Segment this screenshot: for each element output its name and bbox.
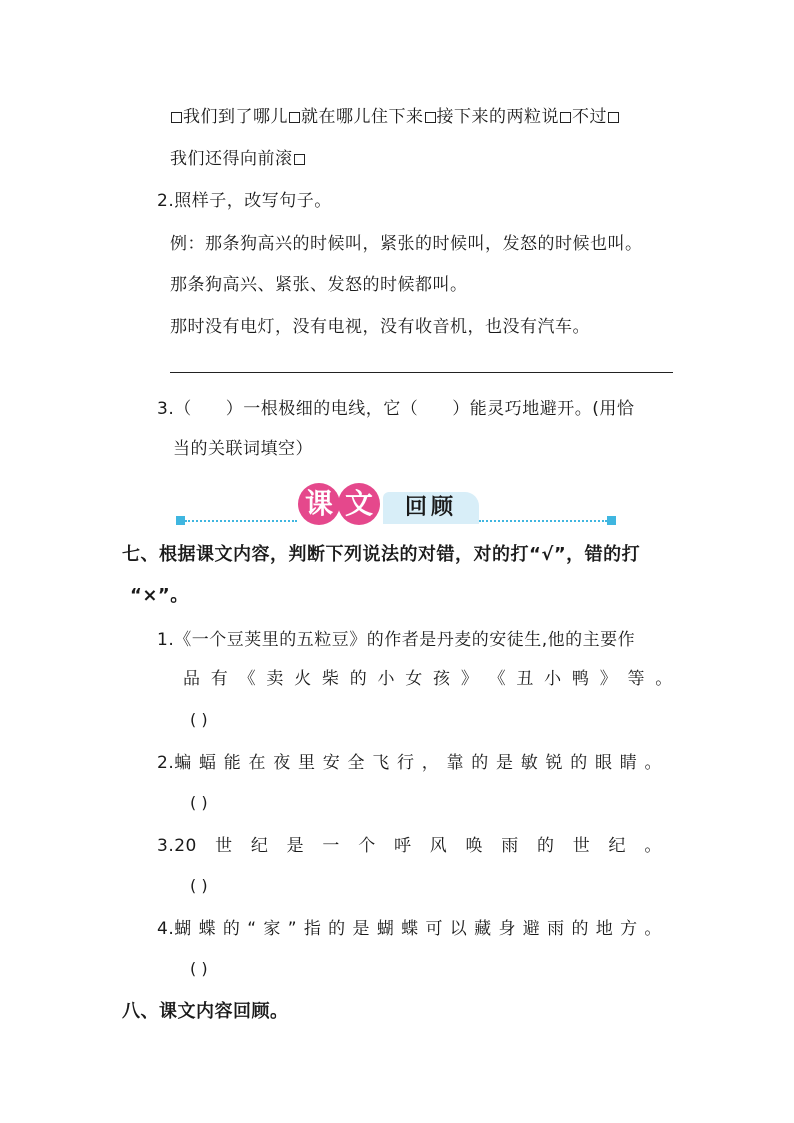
text-char: 靠	[446, 753, 464, 773]
text-char: 》	[599, 669, 618, 689]
text-char: 4.蝴	[157, 919, 192, 939]
banner-label: 回顾	[383, 492, 479, 524]
text-char: 唤	[465, 836, 483, 856]
text-char: 飞	[372, 753, 390, 773]
text-char: 等	[627, 669, 645, 689]
punctuation-blank[interactable]	[560, 112, 571, 123]
text-char: 可	[425, 919, 443, 939]
q1-line1	[170, 105, 620, 129]
text-char: 以	[449, 919, 468, 939]
text-char: 的	[537, 836, 555, 856]
text-char: 。	[644, 919, 662, 939]
text-char: 呼	[393, 836, 412, 856]
item1-line1: 1.《一个豆荚里的五粒豆》的作者是丹麦的安徒生,他的主要作	[157, 630, 636, 650]
q2-title: 2.照样子，改写句子。	[157, 191, 332, 211]
text-char: 锐	[545, 753, 563, 773]
text-char: 是	[286, 836, 305, 856]
text-char: 蝶	[401, 919, 419, 939]
text-char: 是	[495, 753, 514, 773]
text-char: 的	[328, 919, 346, 939]
text-char: 《	[488, 669, 507, 689]
text-char: 藏	[474, 919, 492, 939]
answer-paren[interactable]: ( )	[190, 793, 208, 812]
banner-char-circle: 课	[298, 483, 340, 525]
q1-part: 就在哪儿住下来	[301, 107, 424, 127]
text-char: 安	[322, 753, 341, 773]
text-char: 2.蝙	[157, 753, 192, 773]
text-char: 3.20	[157, 836, 197, 856]
text-char: 眼	[594, 753, 613, 773]
banner-dotted-line	[479, 520, 607, 522]
punctuation-blank[interactable]	[171, 112, 182, 123]
text-char: 孩	[433, 669, 451, 689]
text-char: 全	[347, 753, 365, 773]
answer-paren[interactable]: ( )	[190, 876, 208, 895]
text-char: ”	[287, 919, 297, 939]
text-char: 蝶	[198, 919, 217, 939]
item4-line1	[157, 917, 662, 941]
text-char: 是	[352, 919, 370, 939]
q1-part: 我们到了哪儿	[183, 107, 288, 127]
text-char: 方	[620, 919, 638, 939]
q1-line2	[170, 147, 306, 171]
banner-dotted-line	[185, 520, 297, 522]
text-char: 敏	[520, 753, 539, 773]
item1-line2	[183, 667, 673, 691]
text-char: 家	[263, 919, 281, 939]
section7-heading: 七、根据课文内容，判断下列说法的对错，对的打“√”，错的打	[122, 544, 641, 565]
text-char: 风	[429, 836, 448, 856]
text-char: 的	[570, 753, 588, 773]
text-char: 纪	[250, 836, 269, 856]
text-char: 的	[471, 753, 489, 773]
text-char: ，	[421, 753, 440, 773]
text-char: 。	[644, 836, 662, 856]
text-char: 行	[396, 753, 415, 773]
text-char: 《	[238, 669, 257, 689]
q3-part: ）一根极细的电线，它（	[225, 399, 419, 419]
text-char: 的	[222, 919, 241, 939]
punctuation-blank[interactable]	[289, 112, 300, 123]
text-char: 丑	[516, 669, 534, 689]
banner-char-circle: 文	[338, 483, 380, 525]
q3-line1	[157, 397, 634, 421]
q3-part: ）能灵巧地避开。(用恰	[452, 399, 635, 419]
text-char: 地	[595, 919, 614, 939]
answer-paren[interactable]: ( )	[190, 710, 208, 729]
text-char: 避	[522, 919, 541, 939]
text-char: 小	[544, 669, 562, 689]
text-char: 指	[303, 919, 322, 939]
text-char: 夜	[273, 753, 291, 773]
q3-line2: 当的关联词填空）	[173, 439, 313, 459]
section8-heading: 八、课文内容回顾。	[122, 1001, 289, 1022]
item2-line1	[157, 751, 662, 775]
text-char: 品	[183, 669, 201, 689]
text-char: 世	[215, 836, 233, 856]
q2-example1: 例：那条狗高兴的时候叫，紧张的时候叫，发怒的时候也叫。	[170, 234, 643, 254]
q1-part: 接下来的两粒说	[436, 107, 559, 127]
text-char: 在	[248, 753, 266, 773]
text-char: 女	[405, 669, 423, 689]
text-char: 蝴	[376, 919, 395, 939]
q2-example2: 那条狗高兴、紧张、发怒的时候都叫。	[170, 275, 468, 295]
text-char: 一	[322, 836, 340, 856]
q1-part: 我们还得向前滚	[170, 149, 293, 169]
text-char: 身	[498, 919, 516, 939]
punctuation-blank[interactable]	[608, 112, 619, 123]
text-char: 。	[644, 753, 662, 773]
text-char: 的	[349, 669, 368, 689]
text-char: 鸭	[571, 669, 590, 689]
banner-end-square	[176, 516, 185, 525]
text-char: 能	[223, 753, 242, 773]
text-char: 雨	[501, 836, 519, 856]
text-char: 火	[294, 669, 312, 689]
q2-sentence: 那时没有电灯，没有电视，没有收音机，也没有汽车。	[170, 317, 590, 337]
text-char: 柴	[321, 669, 340, 689]
text-char: 里	[297, 753, 316, 773]
text-char: 纪	[608, 836, 627, 856]
section-banner	[176, 480, 616, 530]
punctuation-blank[interactable]	[425, 112, 436, 123]
banner-end-square	[607, 516, 616, 525]
text-char: 蝠	[198, 753, 217, 773]
text-char: “	[247, 919, 257, 939]
punctuation-blank[interactable]	[294, 154, 305, 165]
q1-part: 不过	[572, 107, 607, 127]
answer-paren[interactable]: ( )	[190, 959, 208, 978]
answer-line[interactable]	[170, 372, 673, 373]
item3-line1	[157, 834, 662, 858]
text-char: 雨	[547, 919, 565, 939]
q3-part: 3.（	[157, 399, 192, 419]
text-char: 有	[210, 669, 229, 689]
text-char: 。	[655, 669, 673, 689]
text-char: 》	[460, 669, 479, 689]
text-char: 小	[377, 669, 395, 689]
text-char: 的	[571, 919, 589, 939]
text-char: 睛	[619, 753, 638, 773]
text-char: 卖	[266, 669, 284, 689]
section7-heading-cont: “×”。	[130, 585, 189, 606]
text-char: 个	[358, 836, 376, 856]
text-char: 世	[572, 836, 591, 856]
